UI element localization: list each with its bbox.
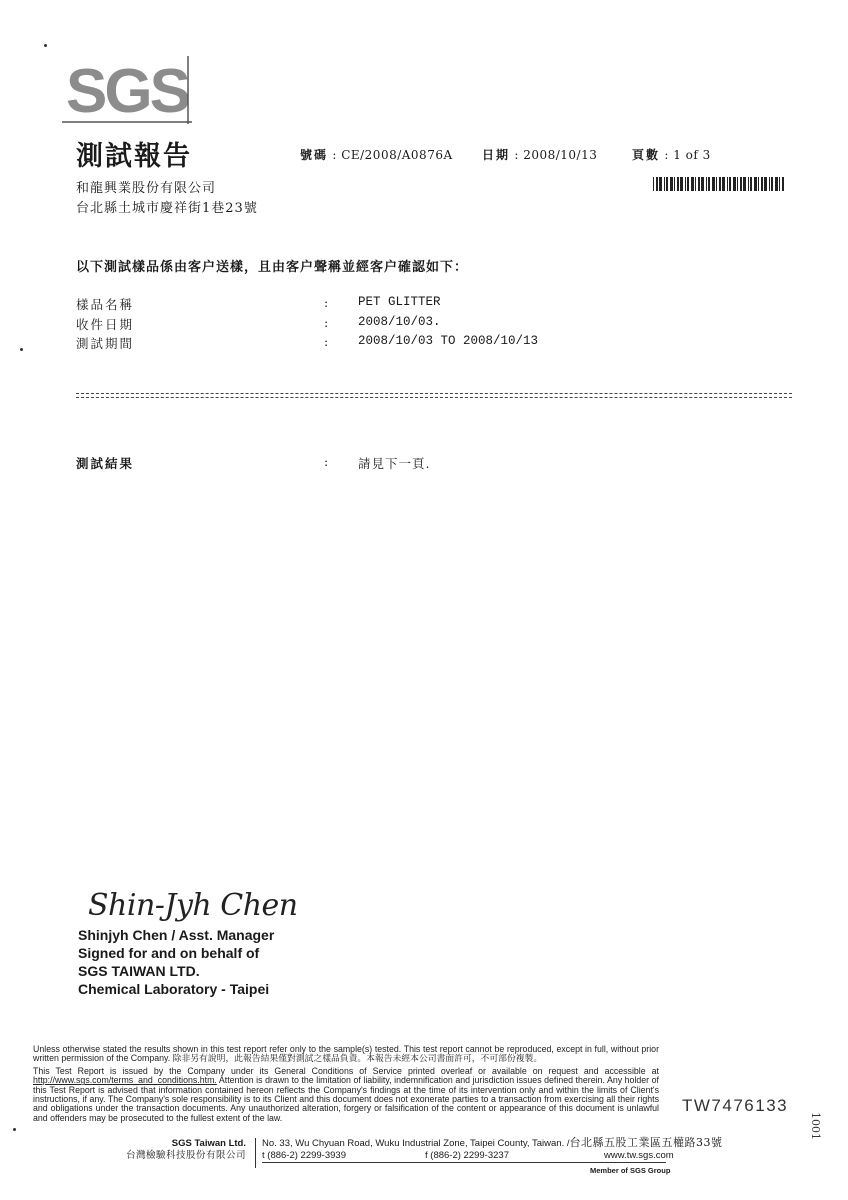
barcode-bar	[653, 177, 654, 191]
barcode	[653, 176, 785, 190]
page-count: 頁數 : 1 of 3	[632, 148, 711, 162]
barcode-bar	[666, 177, 668, 191]
barcode-bar	[733, 177, 736, 191]
barcode-bar	[656, 177, 658, 191]
barcode-bar	[754, 177, 757, 191]
barcode-bar	[695, 177, 696, 191]
barcode-bar	[727, 177, 728, 191]
footer-fax: f (886-2) 2299-3237	[425, 1150, 509, 1161]
report-number-value: CE/2008/A0876A	[341, 148, 453, 162]
footer-address	[262, 1137, 723, 1150]
barcode-bar	[722, 177, 725, 191]
test-result-label: 測試結果	[76, 456, 135, 471]
footer-company-en: SGS Taiwan Ltd.	[171, 1138, 246, 1149]
svg-text:SGS: SGS	[66, 57, 188, 126]
barcode-bar	[737, 177, 738, 191]
barcode-bar	[748, 177, 749, 191]
barcode-bar	[708, 177, 710, 191]
sample-row-value: PET GLITTER	[358, 295, 441, 309]
sample-row-name	[76, 295, 796, 313]
footer-address-en: No. 33, Wu Chyuan Road, Wuku Industrial Zone, Taipei County, Taiwan. /	[262, 1138, 570, 1149]
signatory-block	[78, 926, 274, 998]
test-result-value: 請見下一頁.	[358, 456, 431, 471]
signatory-name-title: Shinjyh Chen / Asst. Manager	[78, 927, 275, 943]
barcode-bar	[771, 177, 773, 191]
sgs-logo	[62, 52, 192, 126]
handwritten-signature: Shin-Jyh Chen	[88, 888, 298, 923]
barcode-bar	[775, 177, 778, 191]
sample-row-value: 2008/10/03 TO 2008/10/13	[358, 334, 539, 348]
barcode-bar	[729, 177, 731, 191]
sample-row-received	[76, 315, 796, 333]
page-count-label: 頁數	[632, 148, 661, 162]
barcode-bar	[769, 177, 770, 191]
report-date: 日期 : 2008/10/13	[482, 148, 598, 162]
report-title: 測試報告	[76, 141, 192, 172]
colon: :	[324, 315, 329, 330]
report-number-label: 號碼	[300, 148, 329, 162]
sample-row-label: 測試期間	[76, 336, 135, 351]
report-date-label: 日期	[482, 148, 511, 162]
barcode-bar	[716, 177, 717, 191]
dashed-divider	[76, 393, 792, 394]
report-number: 號碼 : CE/2008/A0876A	[300, 148, 453, 162]
scan-speck	[44, 44, 47, 47]
footer-website[interactable]: www.tw.sgs.com	[604, 1150, 674, 1161]
report-date-value: 2008/10/13	[523, 148, 598, 162]
footer-rule	[262, 1162, 666, 1163]
scan-speck	[13, 1128, 16, 1131]
side-number: 1001	[809, 1112, 822, 1140]
scan-speck	[20, 348, 23, 351]
signatory-lab: Chemical Laboratory - Taipei	[78, 981, 270, 997]
barcode-bar	[685, 177, 686, 191]
barcode-bar	[782, 177, 784, 191]
barcode-bar	[761, 177, 763, 191]
fine-print-text: Attention is drawn to the limitation of liability, indemnification and jurisdiction issues defined therein. Any holder of this Test Report is advised that information contained hereon reflects the Company's findings at the time of its intervention only and within the limits of Client's instructions, if any. The Company's sole responsibility is to its Client and this document does not exonerate parties to a transaction from exercising all their rights and obligations under the transaction documents. Any unauthorized alteration, forgery or falsification of the content or appearance of this document is unlawful and offenders may be prosecuted to the fullest extent of the law.	[33, 1075, 659, 1123]
footer-company-zh: 台灣檢驗科技股份有限公司	[125, 1150, 246, 1161]
barcode-bar	[687, 177, 689, 191]
fine-print-paragraph	[33, 1067, 659, 1123]
client-address: 台北縣土城市慶祥街1巷23號	[76, 201, 258, 216]
barcode-bar	[677, 177, 679, 191]
barcode-bar	[670, 177, 673, 191]
client-name: 和龍興業股份有限公司	[76, 181, 217, 196]
barcode-bar	[758, 177, 759, 191]
fine-print-paragraph: Unless otherwise stated the results shown in this test report refer only to the sample(s) tested. This test report cannot be reproduced, except in full, without prior written permission of the Company. 除非另有說明，此報告結果僅對測試之樣品負責。本報告未經本公司書面許可，不可部份複製。	[33, 1044, 659, 1064]
page-count-value: 1 of 3	[673, 148, 711, 162]
barcode-bar	[701, 177, 704, 191]
fine-print-text: This Test Report is issued by the Company under its General Conditions of Service printed overleaf or available on request and accessible at	[33, 1065, 659, 1076]
legal-fine-print	[33, 1045, 659, 1126]
sample-row-value: 2008/10/03.	[358, 315, 441, 329]
colon: :	[324, 334, 329, 349]
barcode-bar	[750, 177, 752, 191]
sample-row-period	[76, 334, 796, 352]
barcode-bar	[743, 177, 746, 191]
barcode-bar	[691, 177, 694, 191]
barcode-bar	[664, 177, 665, 191]
barcode-bar	[706, 177, 707, 191]
barcode-bar	[698, 177, 700, 191]
barcode-bar	[779, 177, 780, 191]
signatory-company: SGS TAIWAN LTD.	[78, 963, 200, 979]
test-result-row	[76, 454, 796, 472]
barcode-bar	[712, 177, 715, 191]
barcode-bar	[674, 177, 675, 191]
barcode-bar	[680, 177, 683, 191]
dashed-divider	[76, 397, 792, 398]
footer-member-note: Member of SGS Group	[590, 1166, 671, 1175]
colon: :	[324, 454, 329, 469]
footer-separator	[255, 1138, 256, 1168]
terms-link[interactable]: http://www.sgs.com/terms_and_conditions.htm.	[33, 1075, 217, 1086]
barcode-bar	[764, 177, 767, 191]
footer-company	[110, 1138, 246, 1162]
barcode-bar	[719, 177, 721, 191]
signatory-behalf: Signed for and on behalf of	[78, 945, 260, 961]
barcode-bar	[659, 177, 662, 191]
sample-row-label: 樣品名稱	[76, 297, 135, 312]
document-number: TW7476133	[682, 1096, 789, 1115]
colon: :	[324, 295, 329, 310]
barcode-bar	[740, 177, 742, 191]
footer-address-zh: 台北縣五股工業區五權路33號	[569, 1136, 723, 1149]
sample-statement: 以下測試樣品係由客户送樣，且由客户聲稱並經客户確認如下：	[76, 260, 469, 275]
sample-row-label: 收件日期	[76, 317, 135, 332]
footer-telephone: t (886-2) 2299-3939	[262, 1150, 346, 1161]
